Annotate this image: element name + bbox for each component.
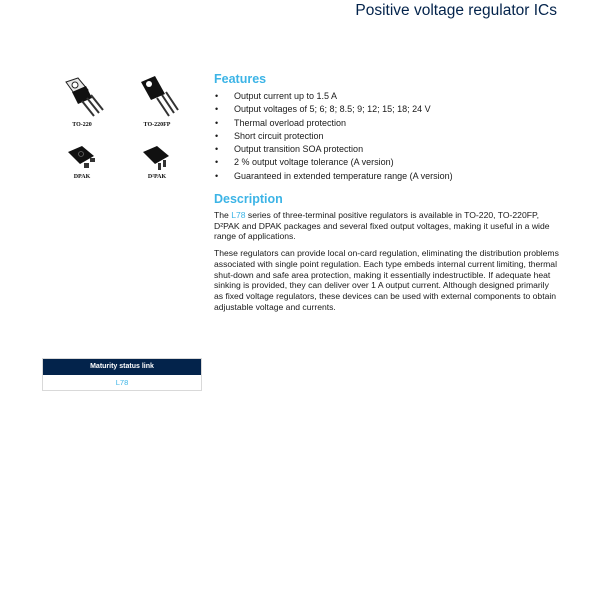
maturity-status-header: Maturity status link	[43, 359, 201, 375]
package-label: D²PAK	[147, 174, 167, 180]
main-content	[214, 72, 559, 318]
feature-item: • Output current up to 1.5 A	[214, 90, 559, 103]
package-to220fp	[127, 76, 187, 128]
to220-package-icon	[58, 76, 106, 120]
to220fp-package-icon	[133, 76, 181, 120]
package-label: DPAK	[73, 174, 91, 180]
feature-item: • Thermal overload protection	[214, 117, 559, 130]
feature-item: • 2 % output voltage tolerance (A version)	[214, 156, 559, 169]
feature-item: • Guaranteed in extended temperature range (A version)	[214, 170, 559, 183]
description-paragraph-2: These regulators can provide local on-card regulation, eliminating the distribution problems associated with single point regulation. Each type embeds internal current limiting, thermal shut-down and safe area protection, making it essentially indestructible. If adequate heat sinking is provided, they can deliver over 1 A output current. Although designed primarily as fixed voltage regulators, these devices can be used with external components to obtain adjustable voltage and currents.	[214, 248, 559, 312]
maturity-status-link[interactable]: L78	[43, 375, 201, 390]
maturity-status-table	[42, 358, 202, 391]
features-heading: Features	[214, 72, 267, 86]
dpak-package-icon	[64, 146, 100, 172]
description-heading: Description	[214, 192, 283, 207]
package-d2pak	[129, 146, 185, 180]
package-dpak	[54, 146, 110, 180]
d2pak-package-icon	[139, 146, 175, 172]
feature-item: • Output transition SOA protection	[214, 143, 559, 156]
package-label: TO-220FP	[143, 122, 171, 128]
description-text: series of three-terminal positive regulators is available in TO-220, TO-220FP, D²PAK and DPAK packages and several fixed output voltages, making it useful in a wide range of applications.	[214, 210, 550, 242]
feature-item: • Output voltages of 5; 6; 8; 8.5; 9; 12; 15; 18; 24 V	[214, 103, 559, 116]
package-label: TO-220	[72, 122, 92, 128]
page-title: Positive voltage regulator ICs	[355, 2, 557, 19]
description-paragraph-1	[214, 210, 559, 242]
l78-link[interactable]: L78	[231, 210, 246, 221]
feature-item: • Short circuit protection	[214, 130, 559, 143]
description-text: The	[214, 210, 232, 221]
features-list	[214, 90, 559, 183]
package-to220	[52, 76, 112, 128]
